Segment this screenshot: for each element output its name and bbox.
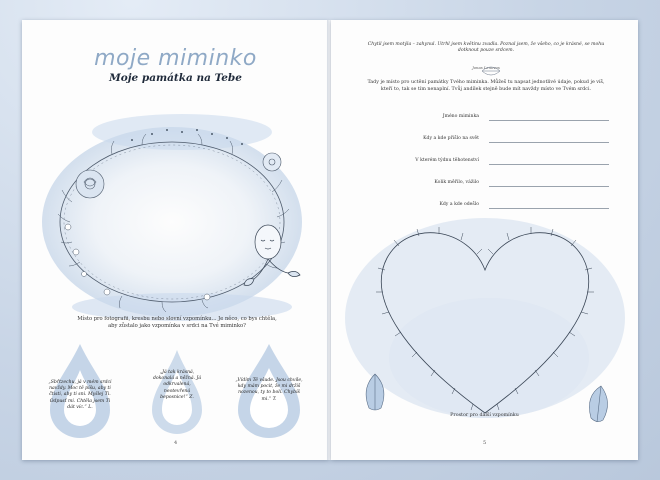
heart-wreath-illustration	[339, 208, 631, 438]
field-line	[489, 142, 609, 143]
right-page	[331, 20, 638, 460]
left-page	[22, 20, 329, 460]
field-birth-place[interactable]	[369, 136, 609, 146]
field-size-weight[interactable]	[369, 180, 609, 190]
field-baby-name[interactable]	[369, 114, 609, 124]
floral-wreath-illustration	[32, 92, 322, 322]
field-label: Kdy a kde přišlo na svět	[423, 136, 479, 141]
page-title: moje miminko	[94, 46, 257, 71]
page-number: 5	[483, 440, 487, 446]
memorial-paragraph: Tady je místo pro uctění památky Tvého miminka. Můžeš tu napsat jednotlivé údaje, pokud je víš, kteří to, tak se tím nenaplní. Tvůj andílek stejně bude mít navždy místo ve Tvém srdci.	[367, 80, 605, 92]
drop-quote-2: „Já tak krásná, dokonalá a něžná. Já odkrvalená, neotevřená beposnice!“ Z.	[152, 370, 202, 400]
field-line	[489, 120, 609, 121]
drop-quote-3: „Vídím Tě všude. Jsou chvíle, kdy mám pocit, že mi držíš nozenou, ty to bolí. Chybíš mi.“ T.	[235, 378, 303, 402]
field-line	[489, 164, 609, 165]
field-label: Jméno miminka	[442, 114, 479, 119]
quote-author: Jonas Lenovos	[472, 65, 500, 70]
field-label: Kdy a kde odešlo	[439, 202, 479, 207]
field-pregnancy-week[interactable]	[369, 158, 609, 168]
footer-caption: Prostor pro další vzpomínku	[450, 413, 519, 418]
quote-text: Chytil jsem motýla – zahynul. Utrhl jsem květinu zvadla. Poznal jsem, že všeho, co je krásné, se mohu dotknout pouze srdcem.	[367, 42, 605, 54]
leaf-icon	[481, 66, 501, 76]
page-number: 4	[174, 440, 178, 446]
intro-paragraph: Místo pro fotografii, kresbu nebo slovní vzpomínku... Je něco, co bys chtěla, aby zůstalo jako vzpomínka v srdci na Tvé miminko?	[77, 316, 277, 329]
drop-quote-1: „Sbřtzechu, já v mém srdci navždy. Moc tě píšu, aby ti čtisti, aby ti sni. Myšlej Ti. Odpusť mi. Chtěla jsem Ti dát víc.“ L.	[48, 380, 112, 410]
page-subtitle: Moje památka na Tebe	[109, 72, 242, 84]
field-label: V kterém týdnu těhotenství	[415, 158, 479, 163]
field-line	[489, 186, 609, 187]
field-label: Kolik měřilo, vážilo	[434, 180, 479, 185]
